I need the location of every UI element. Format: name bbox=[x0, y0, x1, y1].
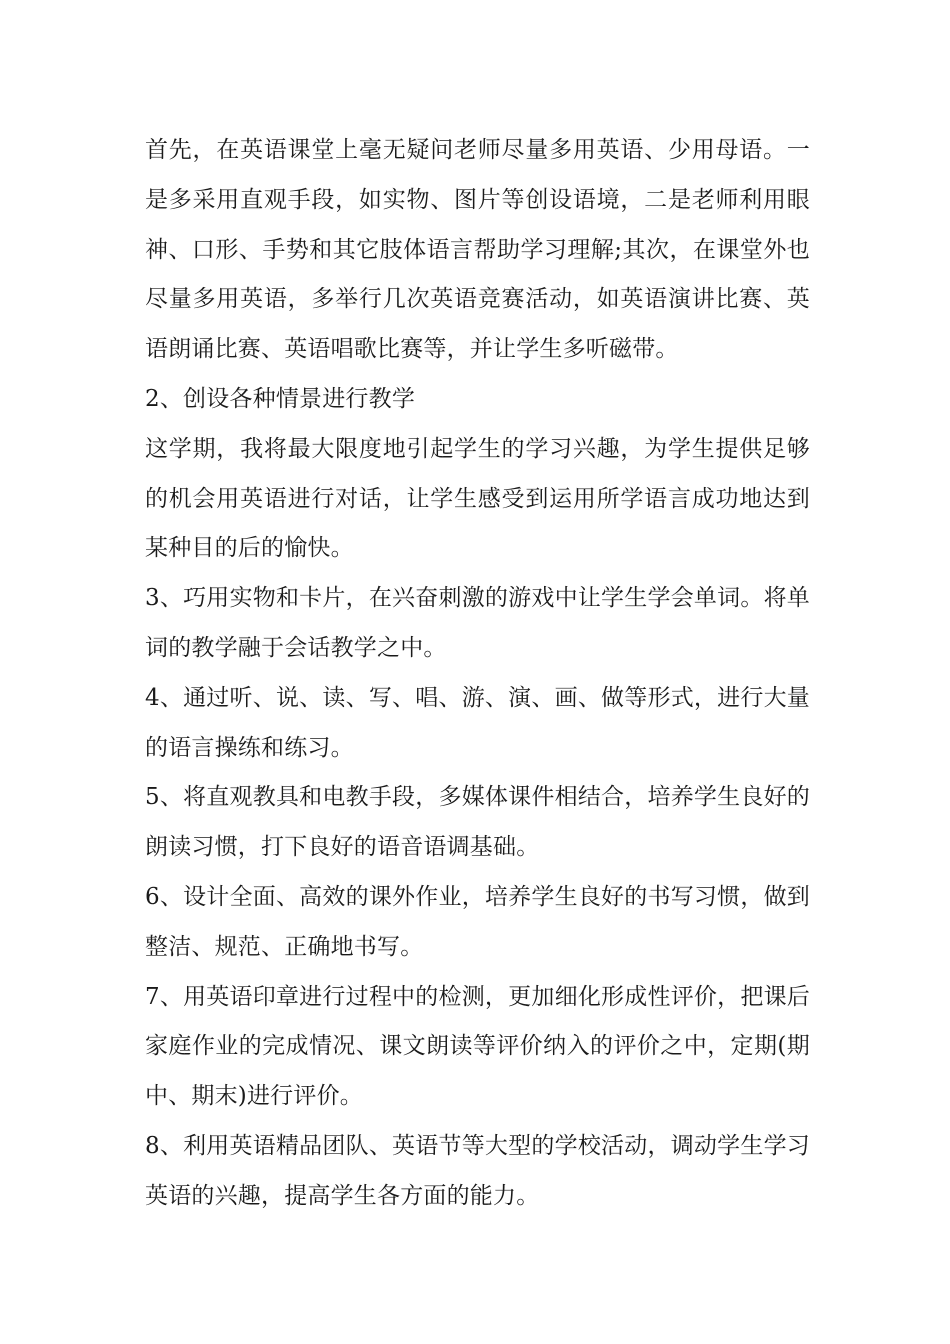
document-body bbox=[145, 126, 810, 1222]
paragraph-item-6: 6、设计全面、高效的课外作业，培养学生良好的书写习惯，做到整洁、规范、正确地书写。 bbox=[145, 883, 810, 960]
paragraph-intro: 首先，在英语课堂上毫无疑问老师尽量多用英语、少用母语。一是多采用直观手段，如实物、图片等创设语境，二是老师利用眼神、口形、手势和其它肢体语言帮助学习理解;其次，在课堂外也尽量多用英语，多举行几次英语竞赛活动，如英语演讲比赛、英语朗诵比赛、英语唱歌比赛等，并让学生多听磁带。 bbox=[145, 137, 810, 363]
paragraph-item-8: 8、利用英语精品团队、英语节等大型的学校活动，调动学生学习英语的兴趣，提高学生各方面的能力。 bbox=[145, 1132, 810, 1209]
paragraph-item-5: 5、将直观教具和电教手段，多媒体课件相结合，培养学生良好的朗读习惯，打下良好的语音语调基础。 bbox=[145, 784, 810, 861]
paragraph-heading-2: 2、创设各种情景进行教学 bbox=[145, 385, 416, 412]
paragraph-item-4: 4、通过听、说、读、写、唱、游、演、画、做等形式，进行大量的语言操练和练习。 bbox=[145, 684, 810, 761]
paragraph-item-7: 7、用英语印章进行过程中的检测，更加细化形成性评价，把课后家庭作业的完成情况、课文朗读等评价纳入的评价之中，定期(期中、期末)进行评价。 bbox=[145, 983, 810, 1110]
paragraph-item-3: 3、巧用实物和卡片，在兴奋刺激的游戏中让学生学会单词。将单词的教学融于会话教学之中。 bbox=[145, 585, 810, 661]
paragraph-semester-plan: 这学期，我将最大限度地引起学生的学习兴趣，为学生提供足够的机会用英语进行对话，让学生感受到运用所学语言成功地达到某种目的后的愉快。 bbox=[145, 435, 810, 562]
